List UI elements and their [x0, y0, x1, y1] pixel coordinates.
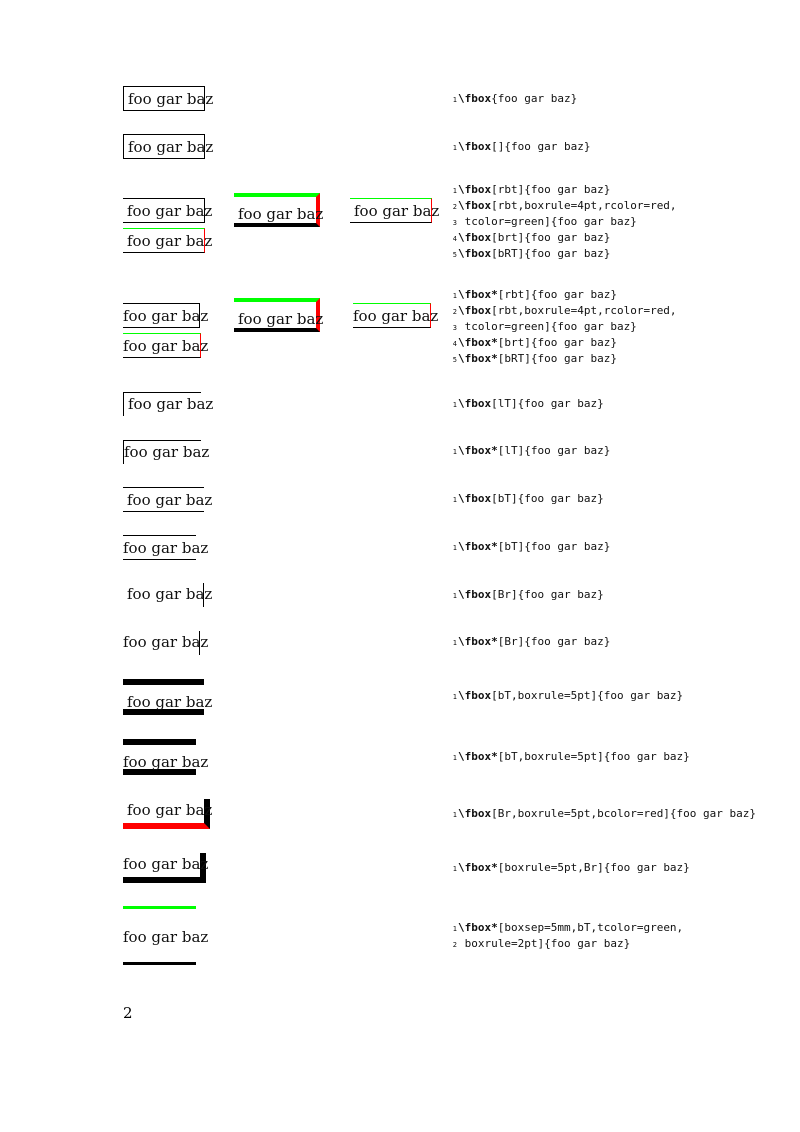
fbox-text: foo gar baz [127, 232, 213, 250]
code-command: \fbox* [458, 540, 498, 553]
line-number: 1 [452, 292, 457, 300]
code-args: [rbt]{foo gar baz} [491, 183, 611, 196]
code-block [449, 806, 756, 822]
code-line [449, 806, 756, 822]
fbox-sample [353, 303, 439, 328]
fbox-sample [234, 298, 324, 332]
code-command: \fbox* [458, 336, 498, 349]
code-block [449, 920, 683, 952]
fbox-text: foo gar baz [123, 633, 209, 651]
code-line [449, 91, 577, 107]
fbox-sample [123, 679, 213, 715]
code-args: [bRT]{foo gar baz} [497, 352, 617, 365]
fbox-text: foo gar baz [123, 928, 209, 946]
line-number: 1 [452, 496, 457, 504]
code-args: [rbt]{foo gar baz} [497, 288, 617, 301]
code-args: [Br]{foo gar baz} [491, 588, 604, 601]
fbox-text: foo gar baz [128, 90, 214, 108]
code-args: [Br,boxrule=5pt,bcolor=red]{foo gar baz} [491, 807, 757, 820]
code-line [449, 319, 677, 335]
code-block [449, 91, 577, 107]
code-args: [lT]{foo gar baz} [497, 444, 611, 457]
code-args: [brt]{foo gar baz} [491, 231, 611, 244]
fbox-sample [123, 392, 214, 416]
code-line [449, 230, 677, 246]
code-command: \fbox [458, 492, 492, 505]
line-number: 4 [452, 340, 457, 348]
code-block [449, 587, 604, 603]
line-number: 1 [452, 925, 457, 933]
fbox-text: foo gar baz [127, 693, 213, 711]
fbox-text: foo gar baz [238, 205, 324, 223]
line-number: 1 [452, 693, 457, 701]
code-command: \fbox* [458, 750, 498, 763]
code-line [449, 688, 683, 704]
code-args: [bT]{foo gar baz} [497, 540, 611, 553]
fbox-sample [123, 303, 209, 328]
code-line [449, 443, 610, 459]
code-args: {foo gar baz} [491, 92, 578, 105]
code-command: \fbox [458, 199, 492, 212]
fbox-sample [123, 134, 214, 159]
code-args: [bT]{foo gar baz} [491, 492, 604, 505]
code-args: [bT,boxrule=5pt]{foo gar baz} [491, 689, 684, 702]
fbox-text: foo gar baz [123, 337, 209, 355]
line-number: 2 [452, 203, 457, 211]
line-number: 1 [452, 639, 457, 647]
code-line [449, 634, 610, 650]
code-line [449, 198, 677, 214]
code-block [449, 491, 604, 507]
code-line [449, 303, 677, 319]
fbox-text: foo gar baz [127, 585, 213, 603]
fbox-text: foo gar baz [128, 395, 214, 413]
line-number: 1 [452, 187, 457, 195]
code-args: [Br]{foo gar baz} [497, 635, 611, 648]
code-line [449, 920, 683, 936]
line-number: 3 [452, 324, 457, 332]
fbox-sample [123, 799, 213, 829]
code-command: \fbox [458, 92, 492, 105]
code-command: \fbox [458, 304, 492, 317]
fbox-sample [234, 193, 324, 227]
code-args: tcolor=green]{foo gar baz} [458, 215, 637, 228]
page-number: 2 [123, 1004, 133, 1022]
code-args: [lT]{foo gar baz} [491, 397, 604, 410]
code-args: [rbt,boxrule=4pt,rcolor=red, [491, 199, 677, 212]
fbox-text: foo gar baz [127, 801, 213, 819]
code-command: \fbox* [458, 635, 498, 648]
line-number: 2 [452, 941, 457, 949]
line-number: 1 [452, 144, 457, 152]
code-block [449, 634, 610, 650]
code-block [449, 749, 690, 765]
code-line [449, 335, 677, 351]
code-command: \fbox* [458, 444, 498, 457]
fbox-sample [123, 198, 213, 223]
fbox-text: foo gar baz [123, 753, 209, 771]
code-command: \fbox [458, 397, 492, 410]
fbox-sample [123, 906, 209, 965]
fbox-sample [123, 583, 213, 607]
code-line [449, 182, 677, 198]
fbox-text: foo gar baz [238, 310, 324, 328]
fbox-sample [123, 535, 209, 560]
fbox-text: foo gar baz [128, 138, 214, 156]
fbox-sample [123, 487, 213, 512]
code-line [449, 539, 610, 555]
code-line [449, 287, 677, 303]
code-line [449, 139, 590, 155]
code-command: \fbox [458, 689, 492, 702]
code-line [449, 860, 690, 876]
fbox-sample [350, 198, 440, 223]
code-command: \fbox* [458, 861, 498, 874]
line-number: 5 [452, 356, 457, 364]
code-args: [bRT]{foo gar baz} [491, 247, 611, 260]
line-number: 1 [452, 811, 457, 819]
fbox-text: foo gar baz [353, 307, 439, 325]
code-block [449, 287, 677, 367]
code-line [449, 351, 677, 367]
fbox-text: foo gar baz [123, 539, 209, 557]
line-number: 3 [452, 219, 457, 227]
fbox-sample [123, 86, 214, 111]
line-number: 1 [452, 754, 457, 762]
code-command: \fbox* [458, 288, 498, 301]
line-number: 1 [452, 448, 457, 456]
code-args: []{foo gar baz} [491, 140, 591, 153]
code-command: \fbox* [458, 921, 498, 934]
code-block [449, 860, 690, 876]
code-command: \fbox [458, 231, 492, 244]
line-number: 2 [452, 308, 457, 316]
code-args: [rbt,boxrule=4pt,rcolor=red, [491, 304, 677, 317]
code-line [449, 396, 604, 412]
fbox-text: foo gar baz [354, 202, 440, 220]
code-args: [brt]{foo gar baz} [497, 336, 617, 349]
line-number: 1 [452, 96, 457, 104]
fbox-text: foo gar baz [127, 202, 213, 220]
code-command: \fbox [458, 588, 492, 601]
code-line [449, 749, 690, 765]
line-number: 1 [452, 544, 457, 552]
fbox-sample [123, 739, 209, 775]
fbox-text: foo gar baz [123, 307, 209, 325]
fbox-sample [123, 440, 210, 464]
fbox-sample [123, 853, 209, 883]
line-number: 1 [452, 592, 457, 600]
code-args: [boxsep=5mm,bT,tcolor=green, [497, 921, 684, 934]
line-number: 5 [452, 251, 457, 259]
code-block [449, 182, 677, 262]
fbox-sample [123, 333, 209, 358]
fbox-text: foo gar baz [124, 443, 210, 461]
code-args: boxrule=2pt]{foo gar baz} [458, 937, 631, 950]
line-number: 1 [452, 865, 457, 873]
code-block [449, 139, 590, 155]
code-args: tcolor=green]{foo gar baz} [458, 320, 637, 333]
fbox-sample [123, 631, 209, 655]
line-number: 4 [452, 235, 457, 243]
fbox-text: foo gar baz [127, 491, 213, 509]
code-command: \fbox [458, 140, 492, 153]
code-args: [boxrule=5pt,Br]{foo gar baz} [497, 861, 690, 874]
code-command: \fbox [458, 807, 492, 820]
code-line [449, 491, 604, 507]
line-number: 1 [452, 401, 457, 409]
code-command: \fbox [458, 247, 492, 260]
code-line [449, 246, 677, 262]
code-args: [bT,boxrule=5pt]{foo gar baz} [497, 750, 690, 763]
code-line [449, 936, 683, 952]
fbox-text: foo gar baz [123, 855, 209, 873]
code-block [449, 688, 683, 704]
code-command: \fbox* [458, 352, 498, 365]
code-block [449, 443, 610, 459]
code-command: \fbox [458, 183, 492, 196]
code-line [449, 587, 604, 603]
fbox-sample [123, 228, 213, 253]
code-line [449, 214, 677, 230]
code-block [449, 396, 604, 412]
code-block [449, 539, 610, 555]
